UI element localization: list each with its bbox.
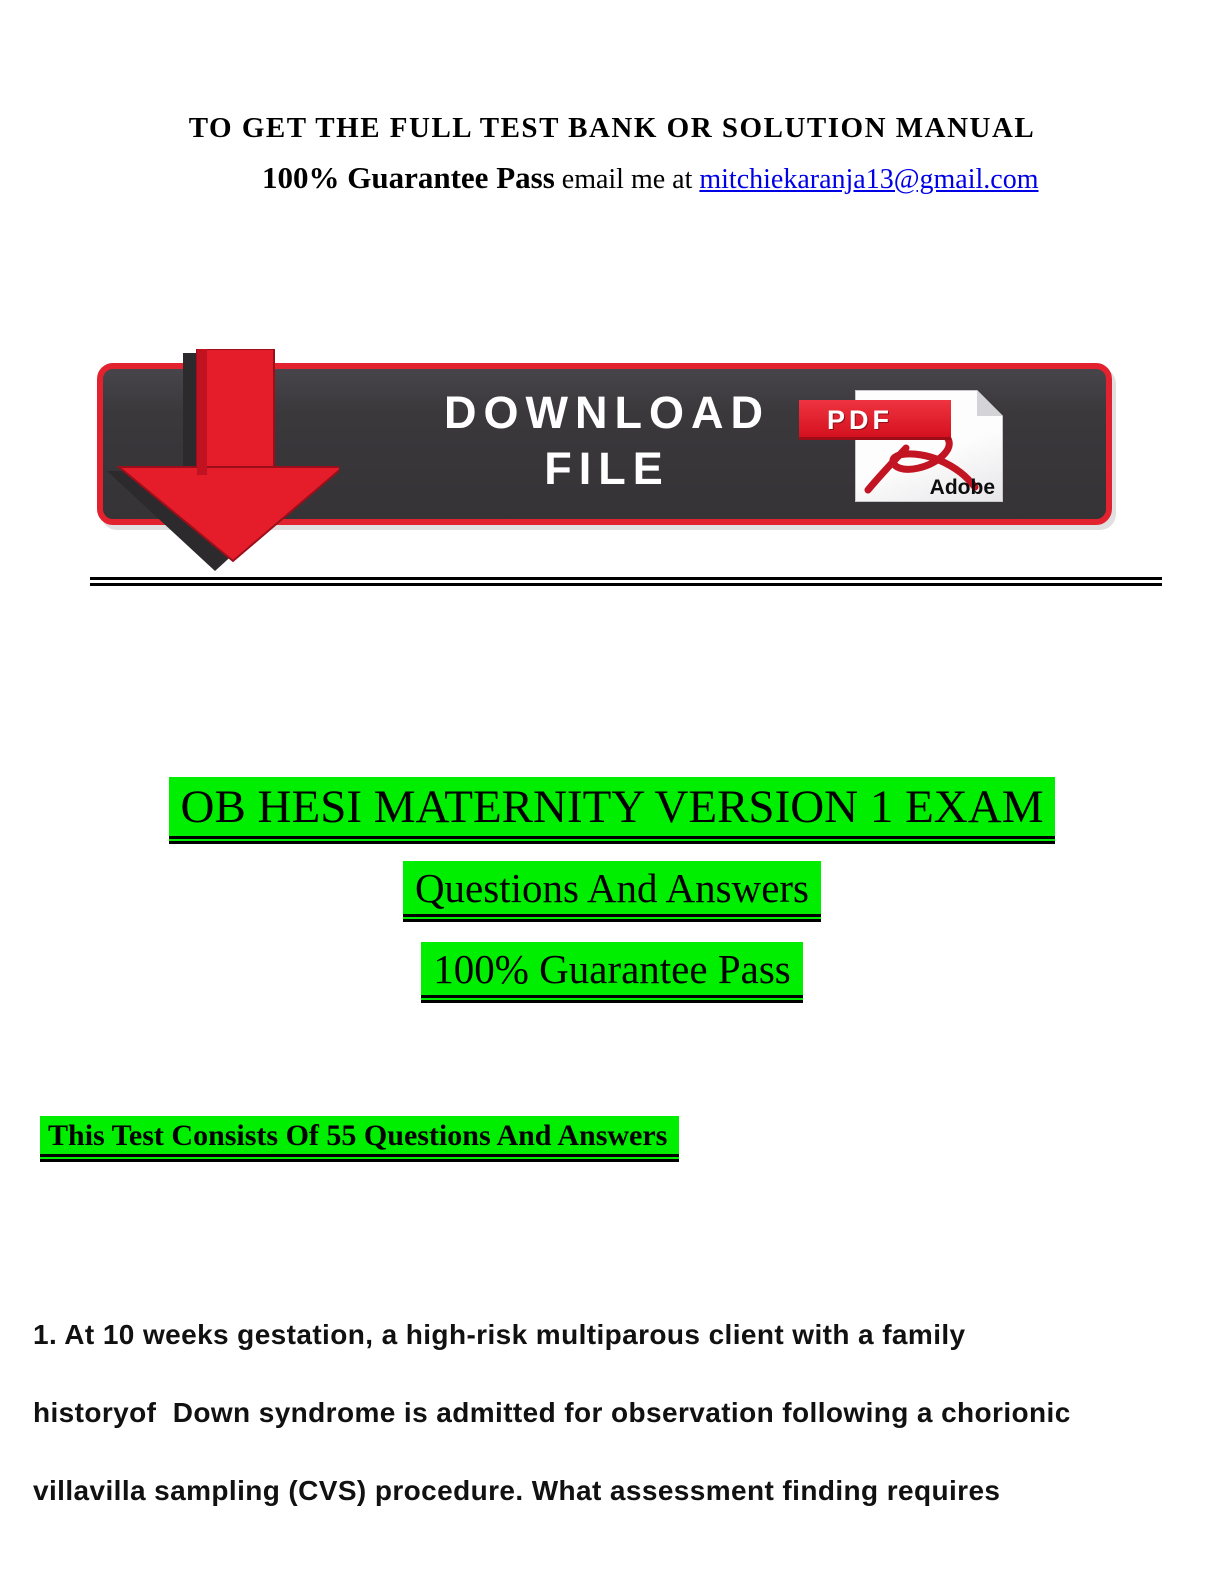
page-title: TO GET THE FULL TEST BANK OR SOLUTION MANUAL bbox=[188, 112, 1036, 144]
question-line-3: villavilla sampling (CVS) procedure. What assessment finding requires bbox=[33, 1475, 1001, 1506]
download-file-button[interactable] bbox=[97, 363, 1112, 525]
questions-answers-highlight: Questions And Answers bbox=[403, 861, 821, 922]
test-note-highlight: This Test Consists Of 55 Questions And Answers bbox=[40, 1116, 679, 1162]
question-line-2: historyof Down syndrome is admitted for observation following a chorionic bbox=[33, 1397, 1071, 1428]
email-link[interactable]: mitchiekaranja13@gmail.com bbox=[699, 164, 1039, 195]
guarantee-text: 100% Guarantee Pass bbox=[262, 160, 555, 195]
test-note bbox=[40, 1116, 679, 1162]
file-word: FILE bbox=[544, 443, 670, 494]
guarantee-heading bbox=[0, 942, 1224, 1003]
guarantee-highlight: 100% Guarantee Pass bbox=[421, 942, 803, 1003]
question-line-1: 1. At 10 weeks gestation, a high-risk multiparous client with a family bbox=[33, 1319, 966, 1350]
exam-title-highlight: OB HESI MATERNITY VERSION 1 EXAM bbox=[169, 777, 1056, 844]
header-subtitle bbox=[262, 160, 1039, 196]
exam-title-heading bbox=[0, 777, 1224, 844]
question-1-text bbox=[33, 1296, 1193, 1530]
pdf-fold-corner-icon bbox=[977, 390, 1003, 416]
section-divider bbox=[90, 577, 1162, 586]
pdf-adobe-icon bbox=[797, 387, 1007, 509]
email-prompt-text: email me at bbox=[561, 164, 700, 195]
download-arrow-icon bbox=[107, 349, 339, 581]
pdf-ribbon-badge: PDF bbox=[799, 400, 951, 440]
adobe-label: Adobe bbox=[929, 476, 995, 499]
download-word: DOWNLOAD bbox=[444, 387, 770, 438]
questions-answers-heading bbox=[0, 861, 1224, 922]
